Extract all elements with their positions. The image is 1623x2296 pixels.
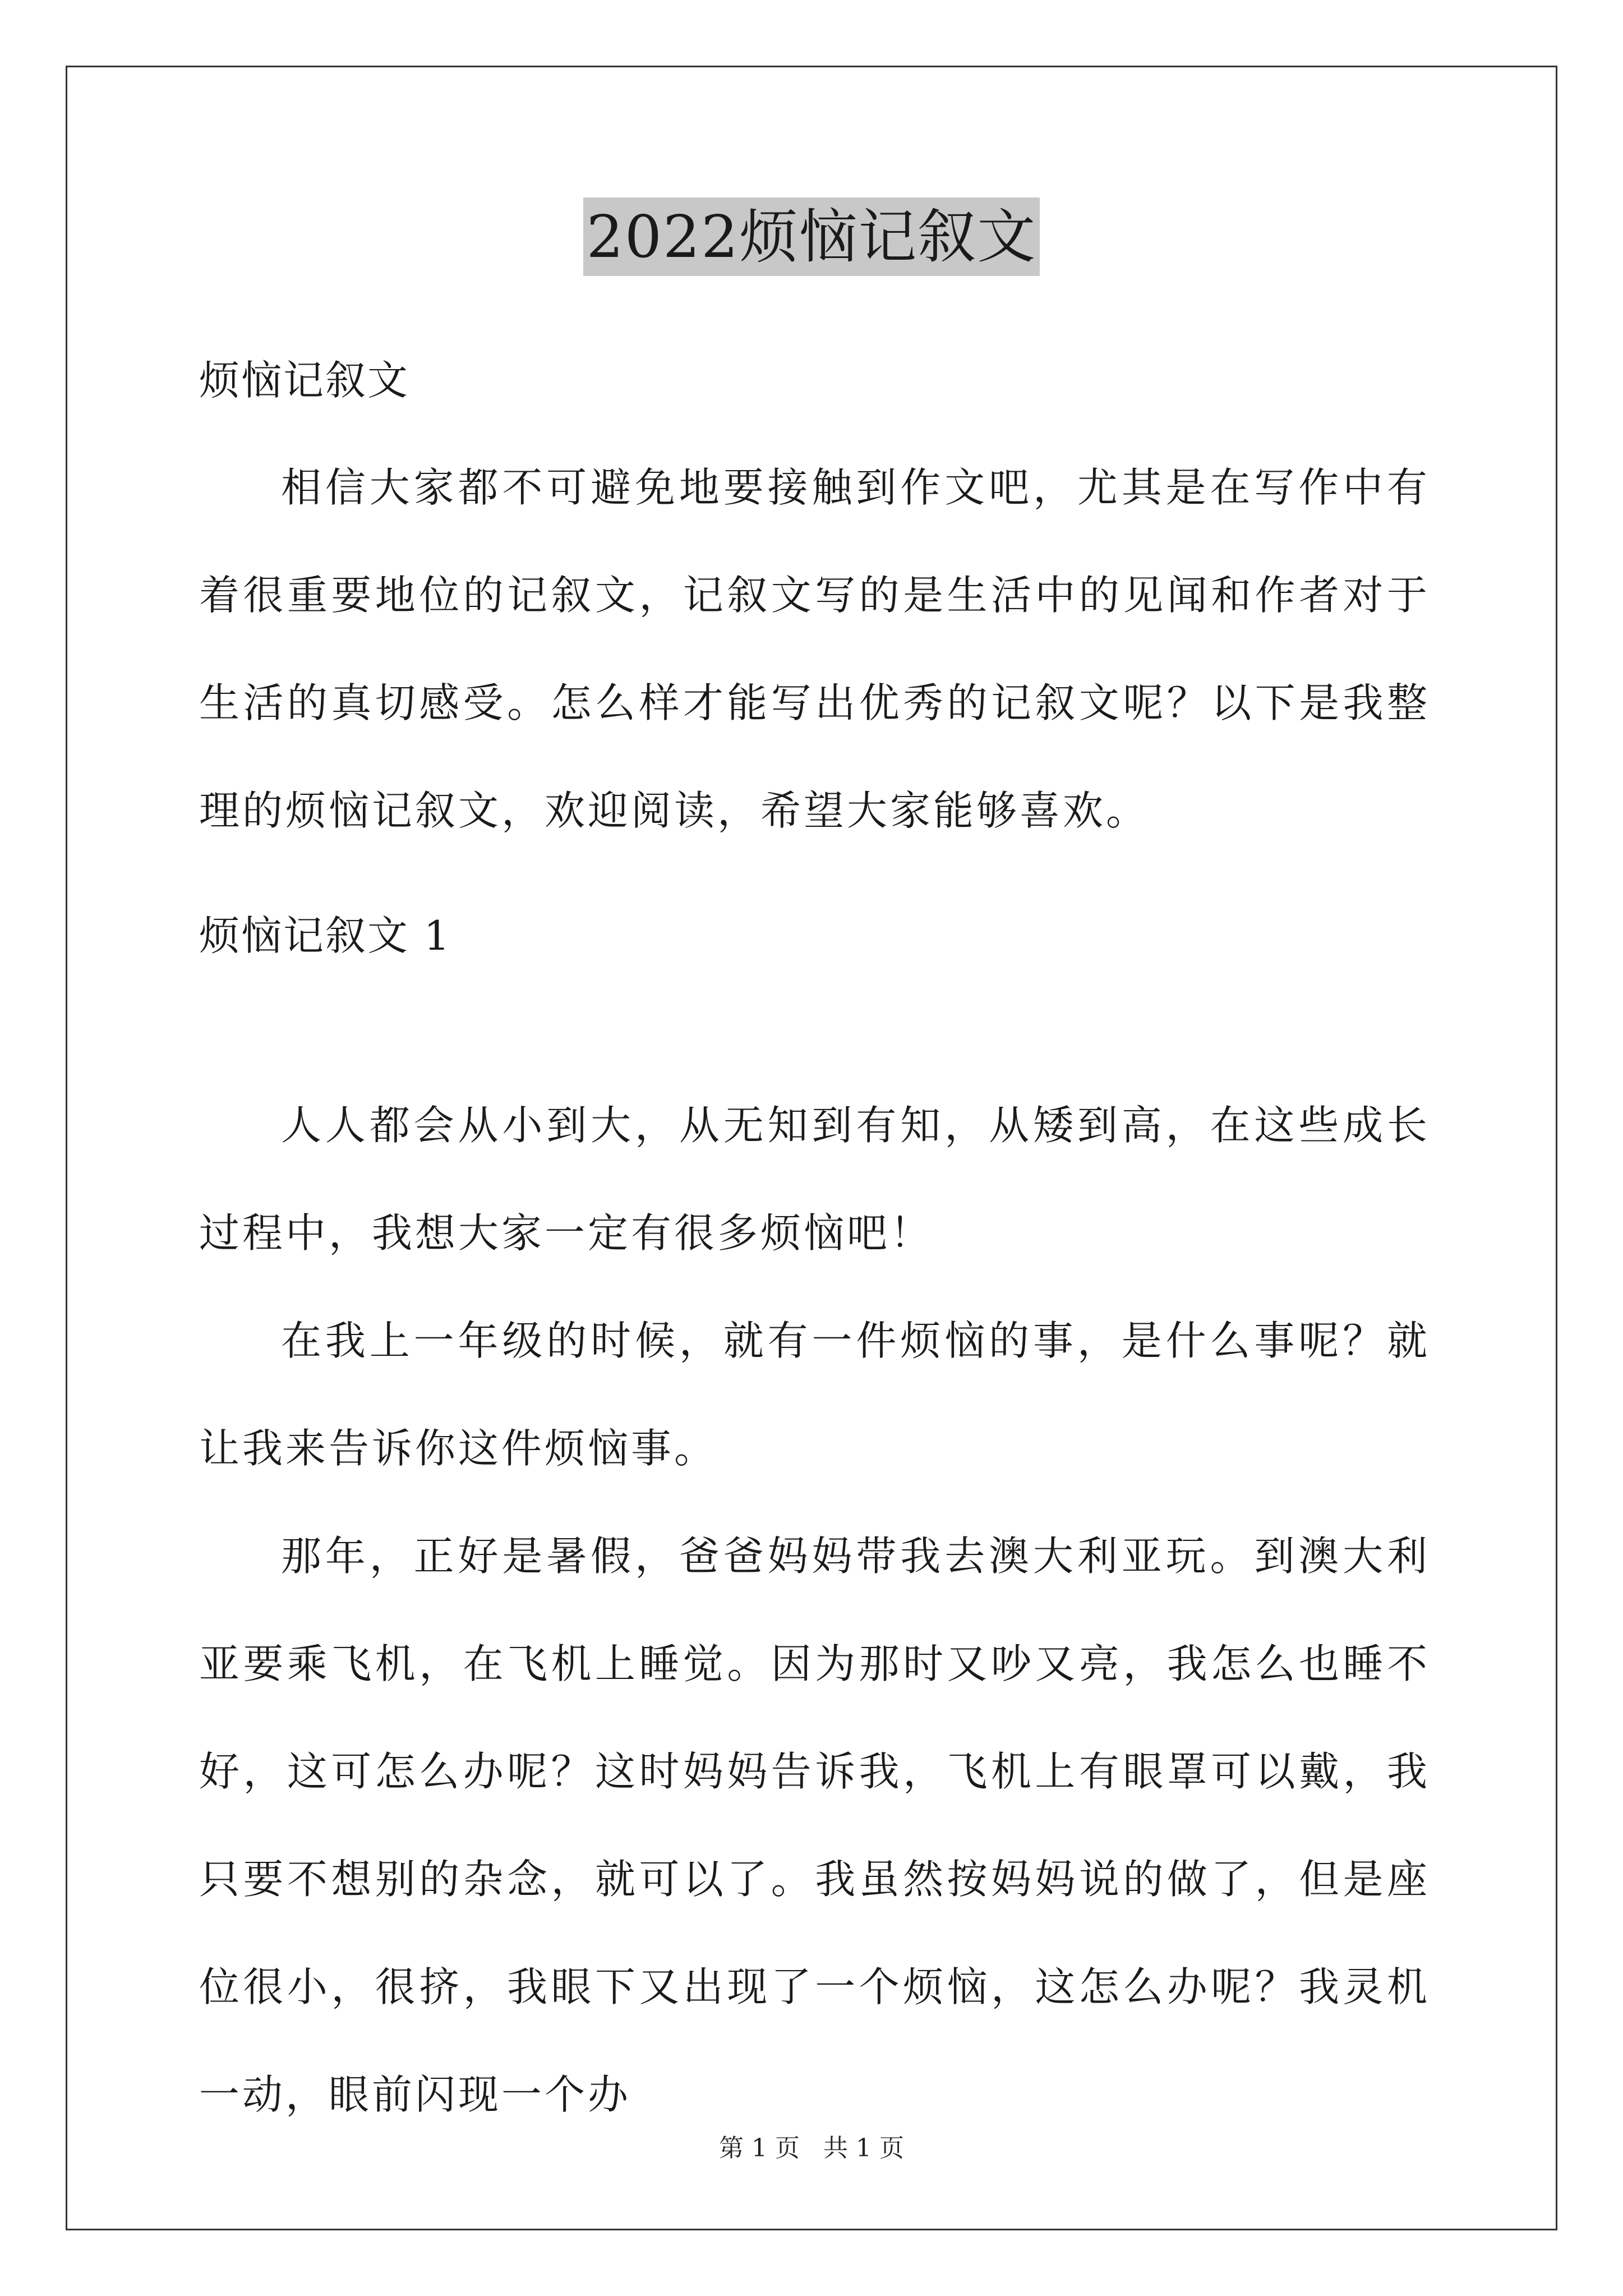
document-title: 2022烦恼记叙文	[583, 197, 1040, 276]
section-heading-intro: 烦恼记叙文	[199, 357, 410, 404]
intro-section	[199, 434, 1430, 864]
paragraph: 那年，正好是暑假，爸爸妈妈带我去澳大利亚玩。到澳大利亚要乘飞机，在飞机上睡觉。因为那时又吵又亮，我怎么也睡不好，这可怎么办呢？这时妈妈告诉我，飞机上有眼罩可以戴，我只要不想别的杂念，就可以了。我虽然按妈妈说的做了，但是座位很小，很挤，我眼下又出现了一个烦恼，这怎么办呢？我灵机一动，眼前闪现一个办	[199, 1533, 1430, 2118]
page-footer	[0, 2132, 1623, 2165]
section-1-body	[199, 1071, 1430, 2148]
paragraph: 在我上一年级的时候，就有一件烦恼的事，是什么事呢？就让我来告诉你这件烦恼事。	[199, 1317, 1430, 1472]
intro-paragraph: 相信大家都不可避免地要接触到作文吧，尤其是在写作中有着很重要地位的记叙文，记叙文写的是生活中的见闻和作者对于生活的真切感受。怎么样才能写出优秀的记叙文呢？以下是我整理的烦恼记叙文，欢迎阅读，希望大家能够喜欢。	[199, 464, 1430, 834]
title-container	[0, 197, 1623, 276]
paragraph: 人人都会从小到大，从无知到有知，从矮到高，在这些成长过程中，我想大家一定有很多烦恼吧！	[199, 1102, 1430, 1257]
page-total: 共 1 页	[823, 2134, 904, 2162]
section-heading-1: 烦恼记叙文 1	[199, 912, 451, 959]
page-number: 第 1 页	[719, 2134, 800, 2162]
